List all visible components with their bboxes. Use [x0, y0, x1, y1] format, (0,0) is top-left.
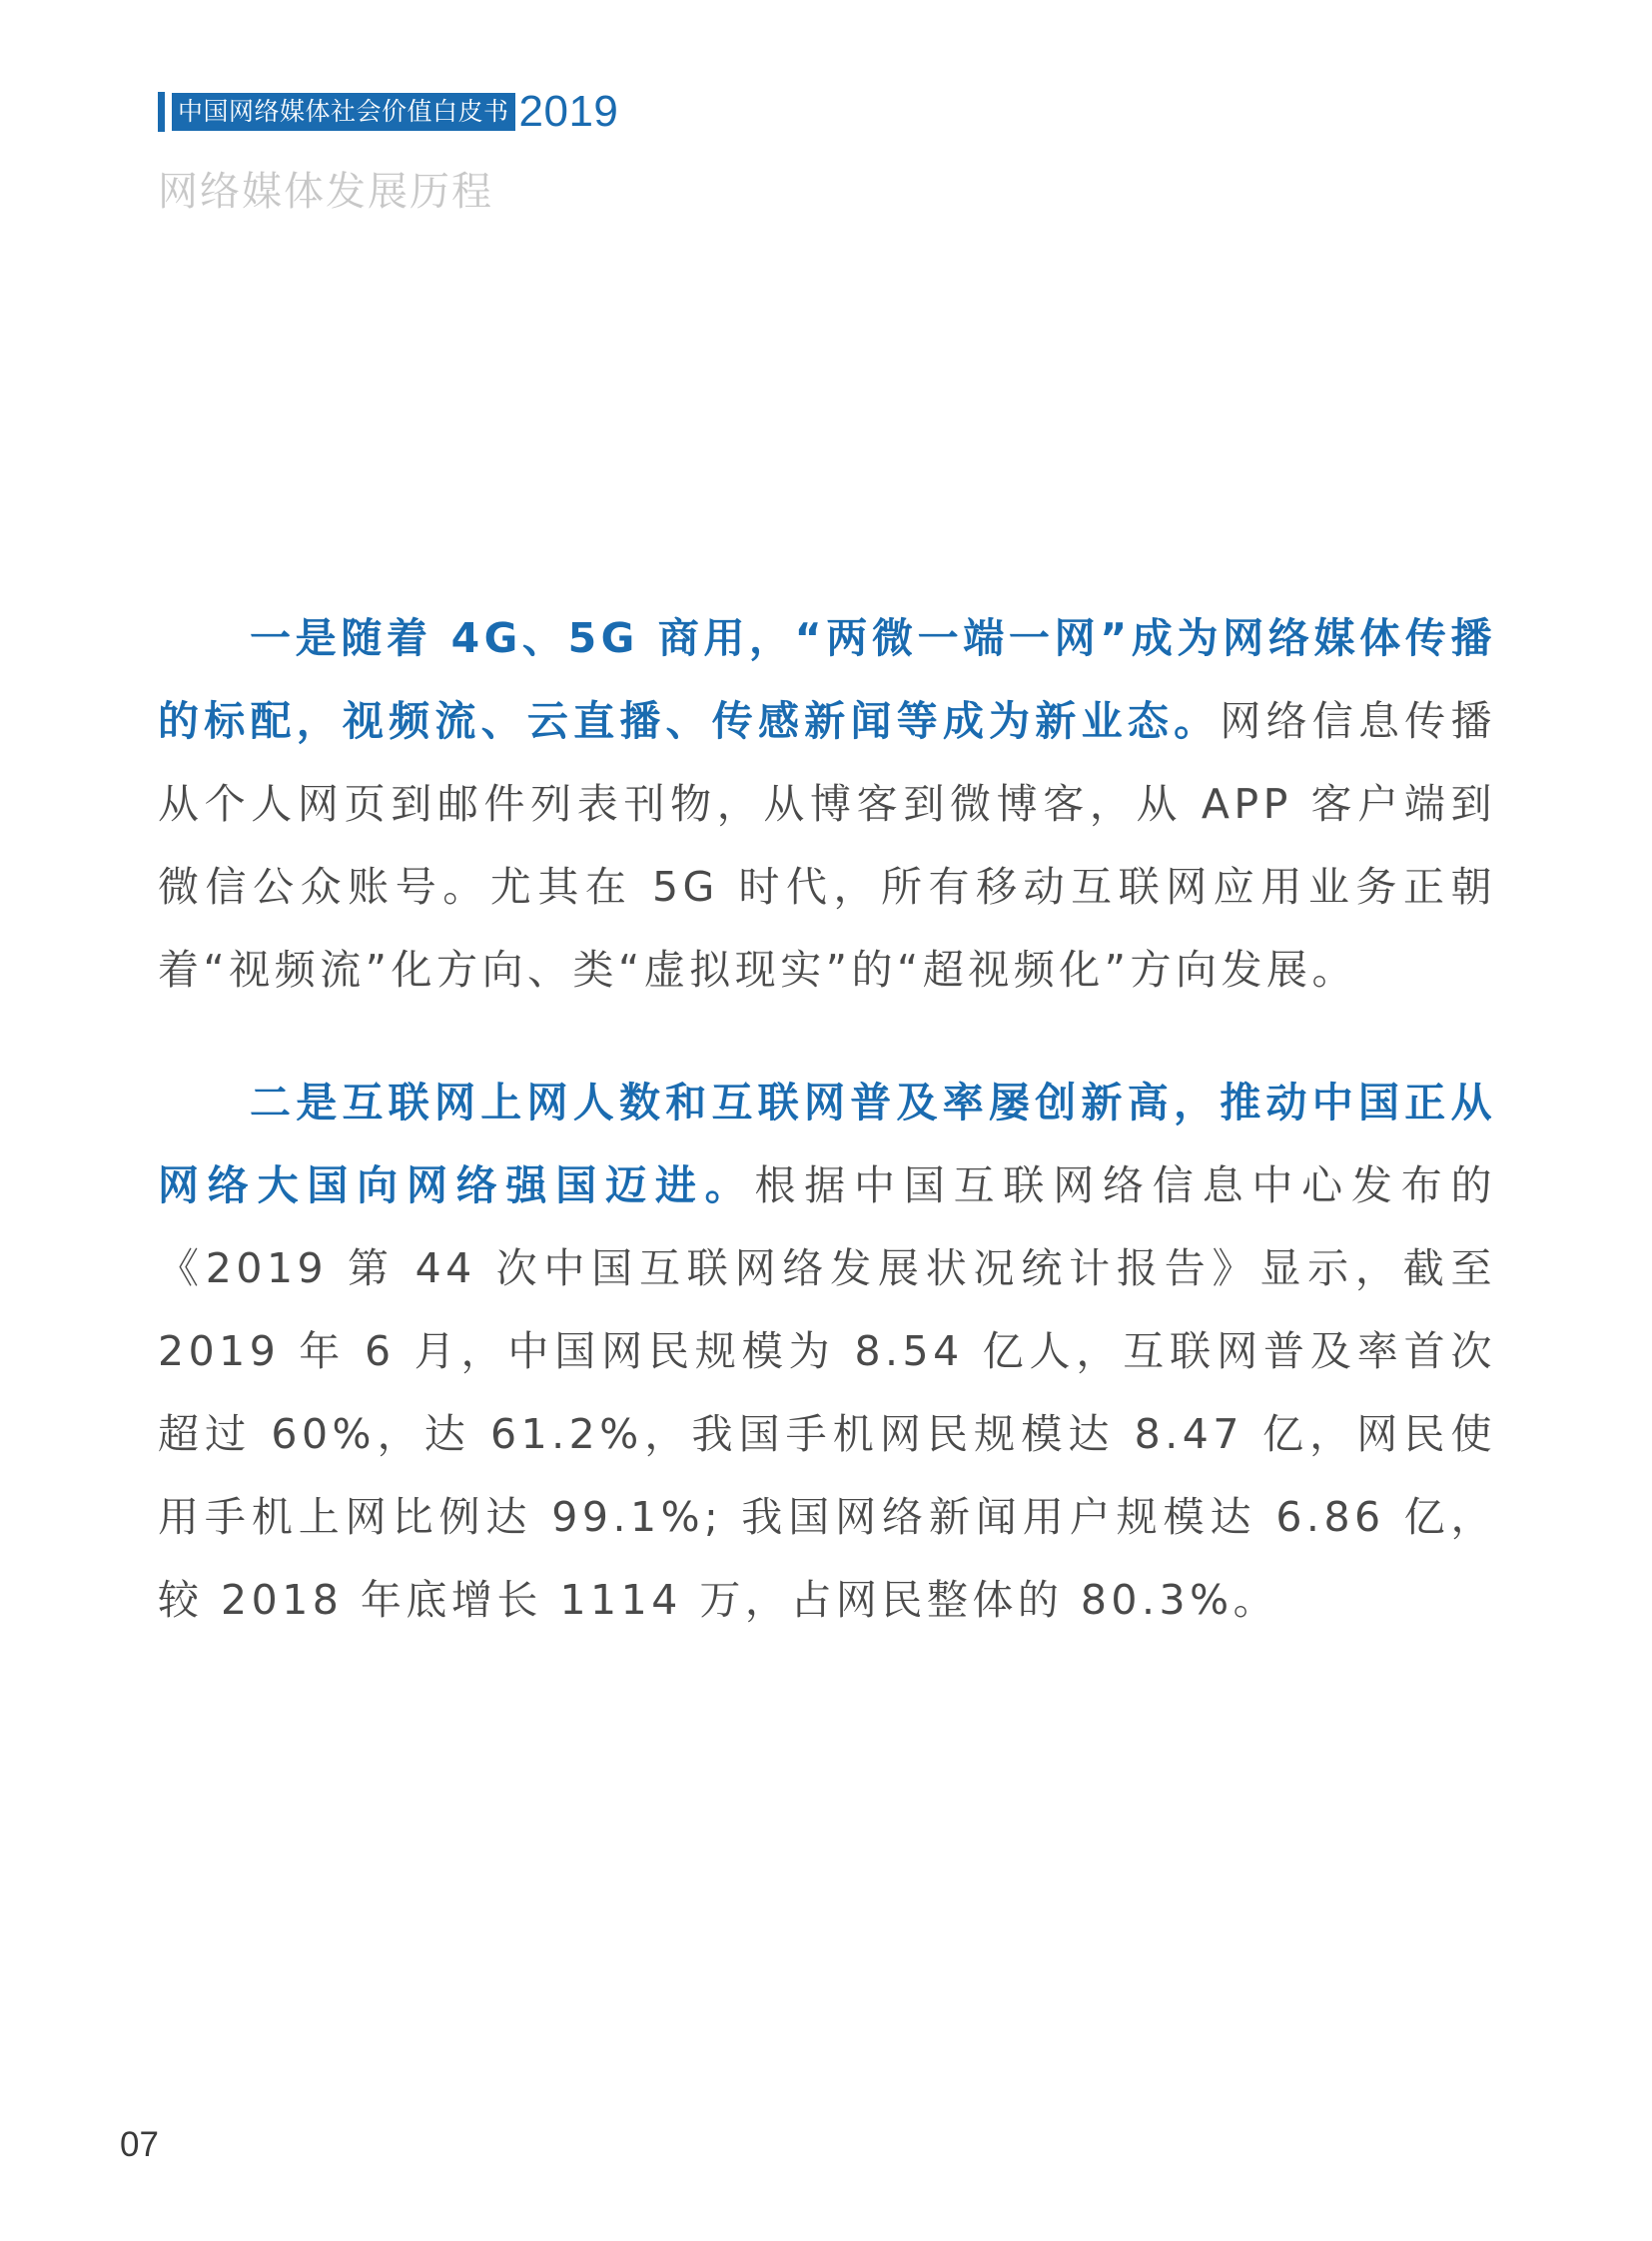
paragraph-1-lead: 一是随着 4G、5G 商用，“两微一端一网”成为网络媒体传播的标配，视频流、云直播、传感新闻等成为新业态。 — [158, 614, 1496, 745]
paragraph-2-body: 根据中国互联网络信息中心发布的《2019 第 44 次中国互联网络发展状况统计报告》显示，截至 2019 年 6 月，中国网民规模为 8.54 亿人，互联网普及率首次超过 60%，达 61.2%，我国手机网民规模达 8.47 亿，网民使用手机上网比例达 99.1%; 我国网络新闻用户规模达 6.86 亿，较 2018 年底增长 1114 万，占网民整体的 80.3%。 — [158, 1161, 1497, 1624]
section-subtitle: 网络媒体发展历程 — [158, 169, 493, 215]
paragraph-1 — [158, 597, 1496, 1012]
header-title: 中国网络媒体社会价值白皮书 — [172, 93, 515, 131]
document-header — [158, 87, 619, 136]
page-number: 07 — [120, 2125, 159, 2164]
header-accent-bar — [158, 92, 165, 132]
paragraph-2 — [158, 1062, 1496, 1642]
main-content — [158, 597, 1496, 1642]
paragraph-1-body: 网络信息传播从个人网页到邮件列表刊物，从博客到微博客，从 APP 客户端到微信公众账号。尤其在 5G 时代，所有移动互联网应用业务正朝着“视频流”化方向、类“虚拟现实”的“超视频化”方向发展。 — [158, 697, 1497, 994]
paragraph-2-lead: 二是互联网上网人数和互联网普及率屡创新高，推动中国正从网络大国向网络强国迈进。 — [158, 1079, 1496, 1209]
header-year: 2019 — [518, 87, 619, 136]
